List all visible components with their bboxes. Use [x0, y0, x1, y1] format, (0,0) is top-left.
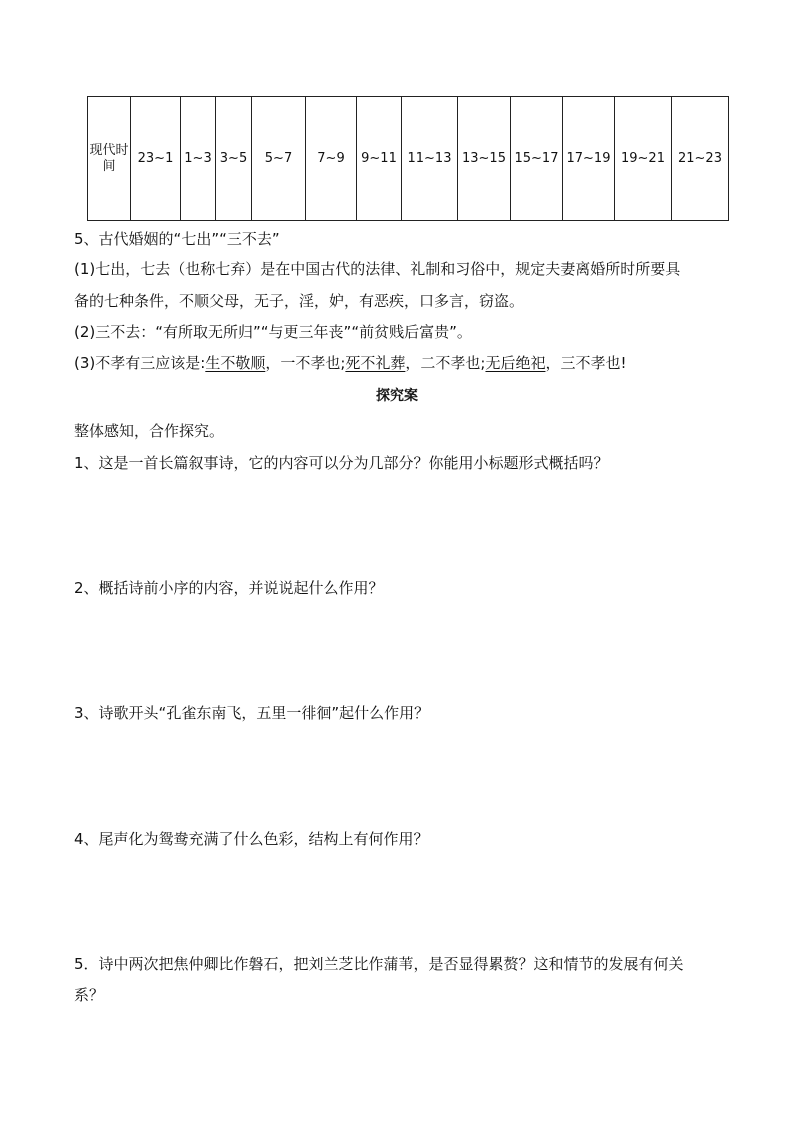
paragraph3-text: ，一不孝也;: [265, 354, 346, 372]
table-cell: 19~21: [615, 97, 672, 221]
section5-paragraph1-line2: 备的七种条件，不顺父母，无子，淫，妒，有恶疾，口多言，窃盗。: [74, 292, 525, 310]
question-4: 4、尾声化为鸳鸯充满了什么色彩，结构上有何作用？: [74, 830, 429, 848]
underlined-phrase: 死不礼葬: [345, 354, 406, 372]
paragraph3-text: ，三不孝也!: [545, 354, 627, 372]
table-cell: 23~1: [131, 97, 181, 221]
table-cell: 3~5: [216, 97, 252, 221]
section5-paragraph3: [74, 352, 724, 374]
table-cell: 11~13: [402, 97, 458, 221]
table-cell: 15~17: [511, 97, 563, 221]
paragraph3-prefix: (3)不孝有三应该是:: [74, 354, 206, 372]
table-cell: 9~11: [357, 97, 402, 221]
table-cell: 21~23: [672, 97, 729, 221]
underlined-phrase: 无后绝祀: [485, 354, 546, 372]
paragraph3-text: ，二不孝也;: [405, 354, 486, 372]
table-cell: 1~3: [181, 97, 216, 221]
question-5-line2: 系？: [74, 986, 105, 1004]
question-3: 3、诗歌开头“孔雀东南飞，五里一徘徊”起什么作用？: [74, 704, 430, 722]
explore-intro: 整体感知，合作探究。: [74, 422, 225, 440]
underlined-phrase: 生不敬顺: [205, 354, 266, 372]
table-row: [88, 97, 729, 221]
table-cell: 17~19: [563, 97, 615, 221]
table-cell: 13~15: [458, 97, 511, 221]
modern-time-table: [87, 96, 729, 221]
section5-title: 5、古代婚姻的“七出”“三不去”: [74, 230, 280, 248]
question-1: 1、这是一首长篇叙事诗，它的内容可以分为几部分？你能用小标题形式概括吗？: [74, 454, 609, 472]
section5-paragraph2: (2)三不去：“有所取无所归”“与更三年丧”“前贫贱后富贵”。: [74, 323, 472, 341]
explore-section-title: 探究案: [376, 388, 418, 404]
section5-paragraph1-line1: (1)七出，七去（也称七弃）是在中国古代的法律、礼制和习俗中，规定夫妻离婚所时所要具: [74, 260, 681, 278]
table-cell: 5~7: [252, 97, 306, 221]
table-cell: 7~9: [306, 97, 357, 221]
table-header-cell: 现代时间: [88, 97, 131, 221]
question-2: 2、概括诗前小序的内容，并说说起什么作用？: [74, 579, 384, 597]
question-5-line1: 5．诗中两次把焦仲卿比作磐石，把刘兰芝比作蒲苇，是否显得累赘？这和情节的发展有何关: [74, 955, 684, 973]
